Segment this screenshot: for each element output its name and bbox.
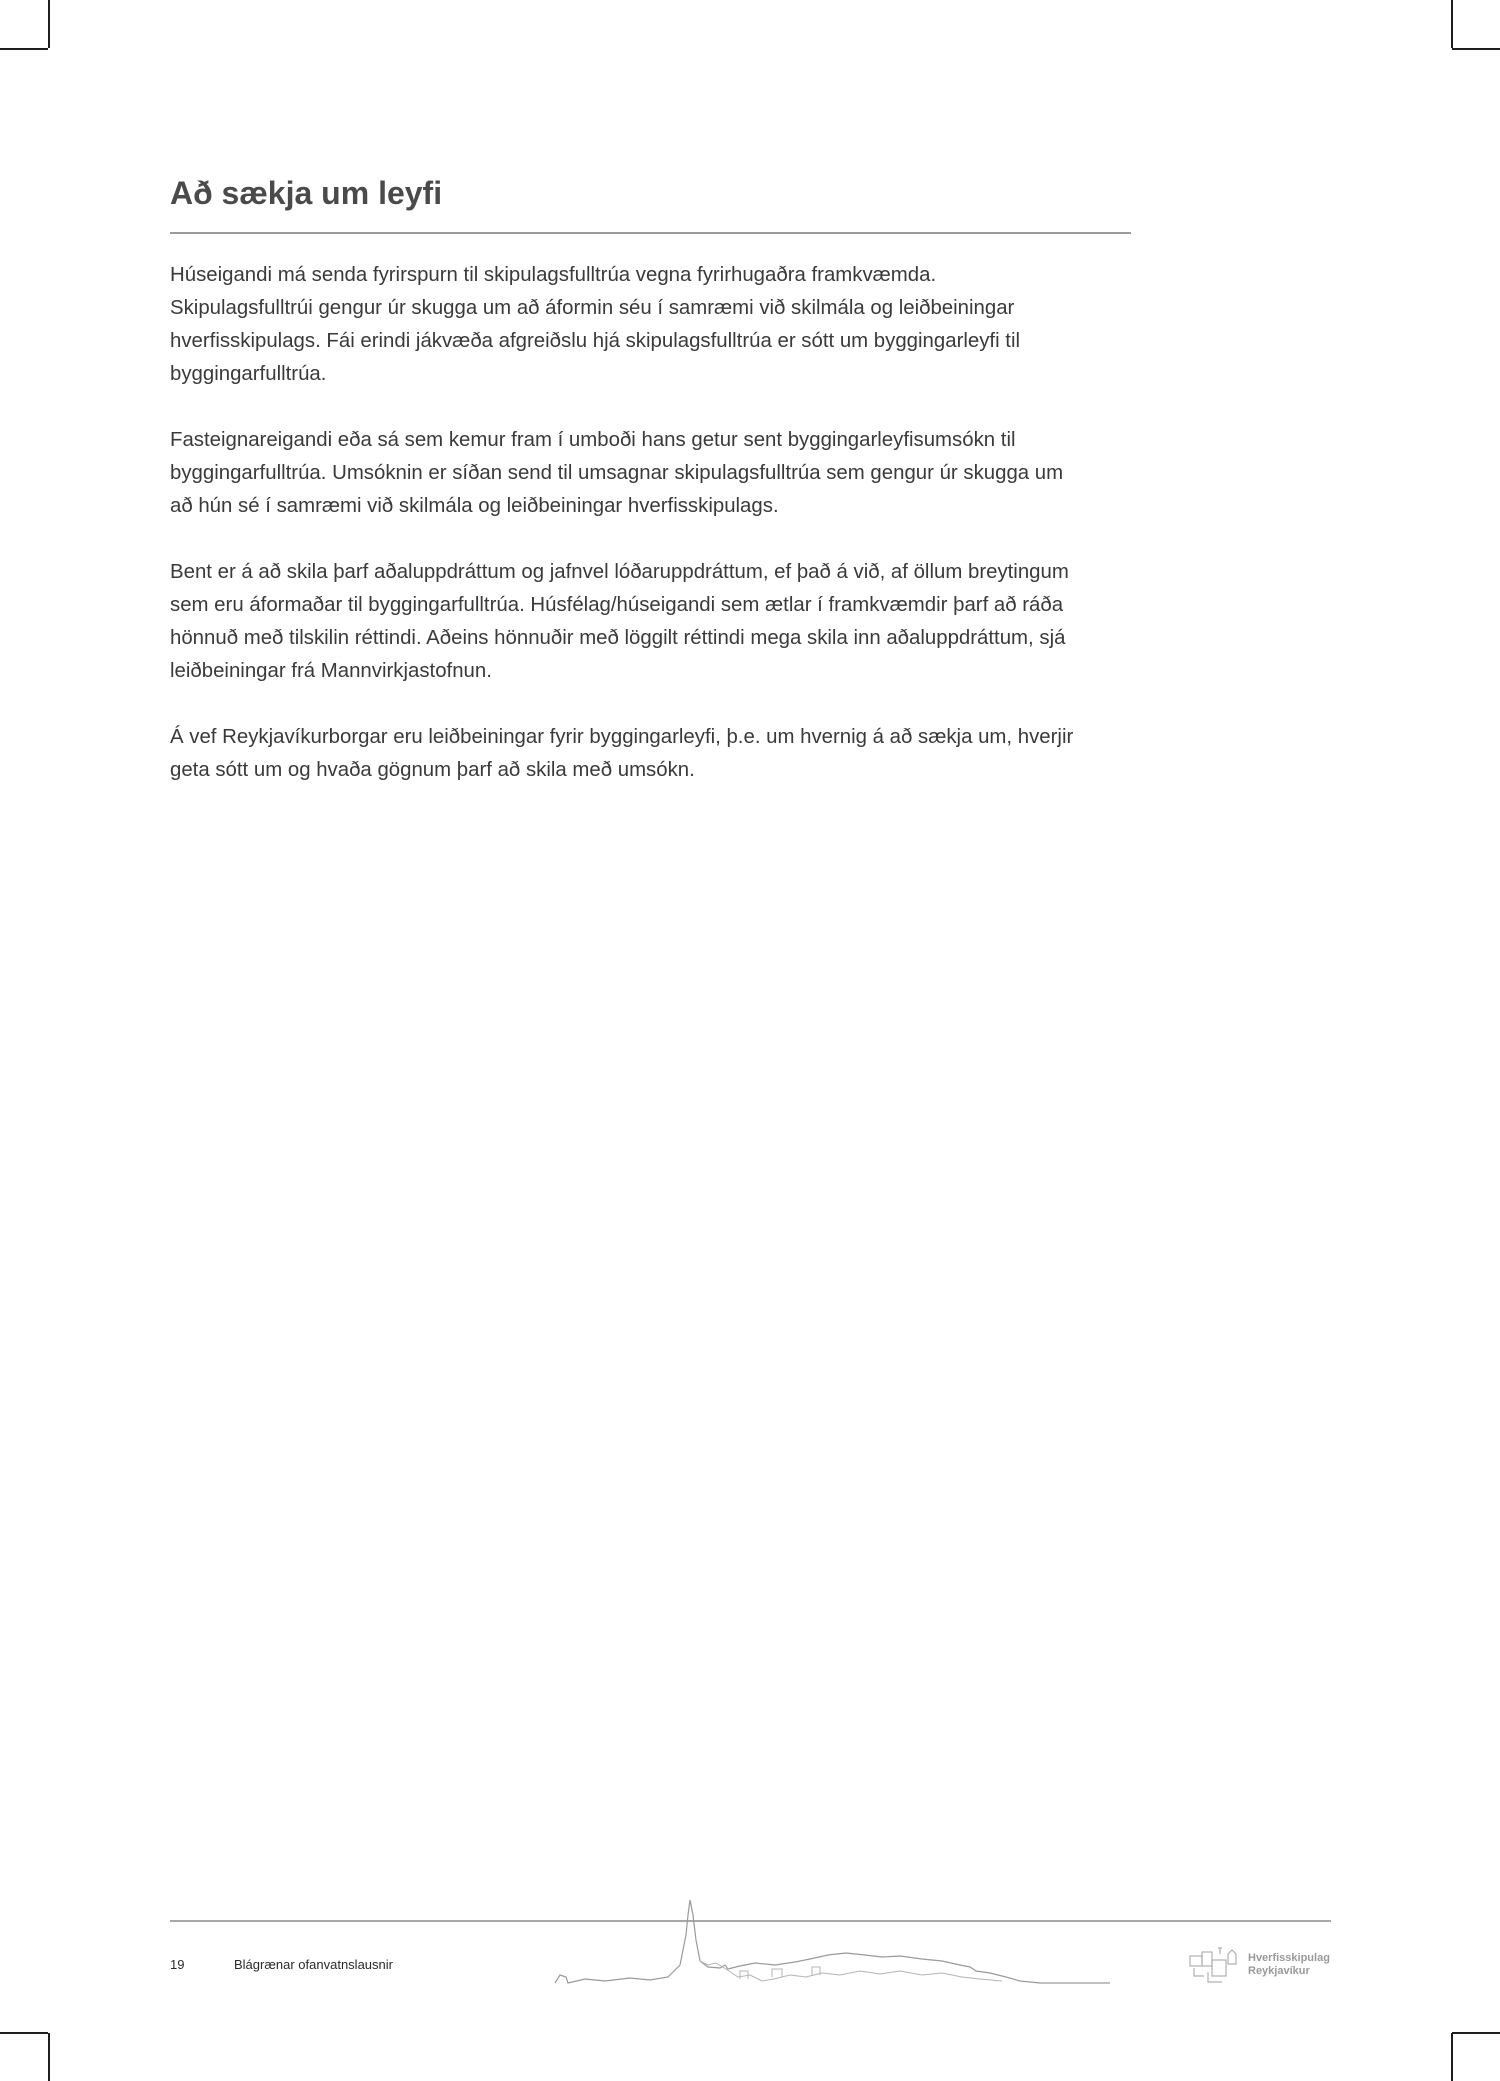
paragraph-4: Á vef Reykjavíkurborgar eru leiðbeiningar fyrir byggingarleyfi, þ.e. um hvernig á að sækja um, hverjir geta sótt um og hvaða gögnum þarf að skila með umsókn. [170,726,1074,781]
page-title: Að sækja um leyfi [170,175,443,211]
crop-mark-bottom-right-h [1452,2032,1500,2034]
crop-mark-bottom-left-h [0,2032,48,2034]
logo-line-1: Hverfisskipulag [1248,1952,1330,1964]
crop-mark-bottom-left-v [48,2033,50,2081]
page-number: 19 [170,1957,185,1972]
body-text [170,259,1145,820]
crop-mark-top-left-v [48,0,50,48]
crop-mark-bottom-right-v [1451,2033,1453,2081]
title-divider [170,232,1131,234]
logo-line-2: Reykjavíkur [1248,1965,1310,1977]
crop-mark-top-right-h [1452,48,1500,50]
document-title: Blágrænar ofanvatnslausnir [234,1957,393,1972]
crop-mark-top-left-h [0,48,48,50]
hverfisskipulag-logo-icon [1188,1946,1242,1984]
paragraph-2: Fasteignareigandi eða sá sem kemur fram í umboði hans getur sent byggingarleyfisumsókn til byggingarfulltrúa. Umsóknin er síðan send til umsagnar skipulagsfulltrúa sem gengur úr skugga um að hún sé í samræmi við skilmála og leiðbeiningar hverfisskipulags. [170,429,1064,517]
crop-mark-top-right-v [1451,0,1453,48]
hverfisskipulag-logo [1188,1946,1330,1984]
paragraph-1: Húseigandi má senda fyrirspurn til skipulagsfulltrúa vegna fyrirhugaðra framkvæmda. Skipulagsfulltrúi gengur úr skugga um að áformin séu í samræmi við skilmála og leiðbeiningar hverfisskipulags. Fái erindi jákvæða afgreiðslu hjá skipulagsfulltrúa er sótt um byggingarleyfi til byggingarfulltrúa. [170,264,1021,385]
reykjavik-skyline-illustration [550,1895,1130,1990]
paragraph-3: Bent er á að skila þarf aðaluppdráttum og jafnvel lóðaruppdráttum, ef það á við, af öllum breytingum sem eru áformaðar til byggingarfulltrúa. Húsfélag/húseigandi sem ætlar í framkvæmdir þarf að ráða hönnuð með tilskilin réttindi. Aðeins hönnuðir með löggilt réttindi mega skila inn aðaluppdráttum, sjá leiðbeiningar frá Mannvirkjastofnun. [170,561,1069,682]
